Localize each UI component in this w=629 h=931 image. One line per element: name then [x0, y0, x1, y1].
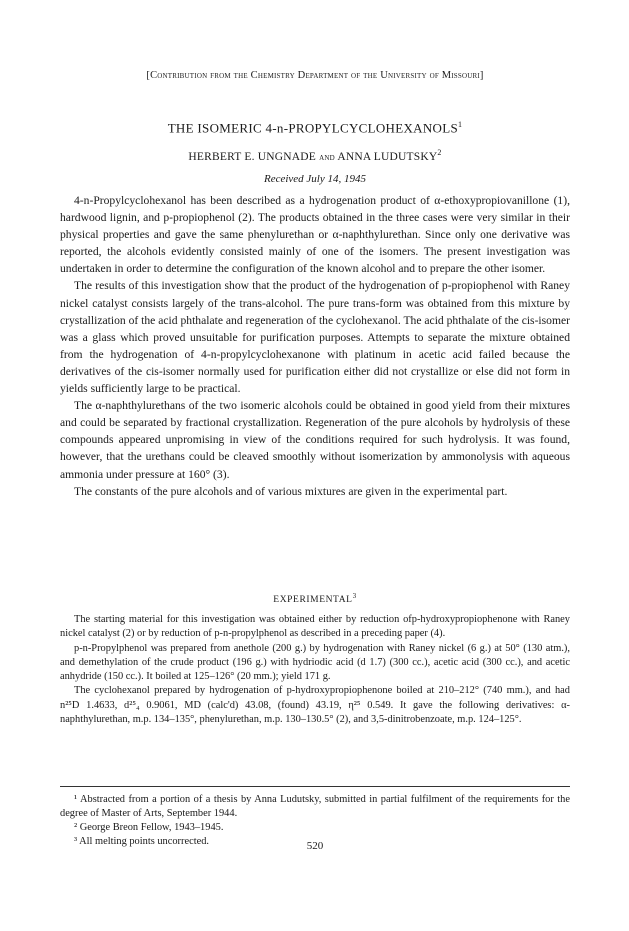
- author-footnote-marker: 2: [437, 148, 442, 157]
- page-number: 520: [306, 840, 324, 852]
- experimental-heading: EXPERIMENTAL$^3$: [273, 592, 357, 606]
- experimental-footnote-marker: 3: [352, 592, 357, 600]
- footnote-2: ² George Breon Fellow, 1943–1945.: [74, 822, 224, 833]
- received-date: Received July 14, 1945: [263, 173, 366, 185]
- body-paragraph-1: 4-n-Propylcyclohexanol has been described as a hydrogenation product of α-ethoxypropiovanillone (1), hardwood lignin, and p-propiophenol (2). The products obtained in the three cases were very similar in their physical properties and gave the same phenylurethan or α-naphthylurethan. Since only one derivative was reported, the alcohols evidently consisted mainly of one of the isomers. The present investigation was undertaken in order to determine the configuration of the known alcohol and to prepare the other isomer.: [60, 194, 570, 276]
- author-line: [60, 148, 570, 163]
- title-footnote-marker: 1: [458, 120, 463, 129]
- body-paragraph-4: The constants of the pure alcohols and of various mixtures are given in the experimental part.: [74, 484, 508, 498]
- footnote-3: ³ All melting points uncorrected.: [74, 836, 209, 847]
- body-paragraph-3: The α-naphthylurethans of the two isomeric alcohols could be obtained in good yield from their mixtures and could be separated by fractional crystallization. Regeneration of the pure alcohols by hydrolysis of these compounds appeared unpromising in view of the conditions required for such hydrolysis. It was found, however, that the urethans could be cleaved smoothly without isomerization by ammonolysis with aqueous ammonia under pressure at 160° (3).: [60, 399, 570, 481]
- contribution-text: Contribution from the Chemistry Department of the University of Missouri: [150, 70, 480, 81]
- body-paragraph-2: The results of this investigation show that the product of the hydrogenation of p-propiophenol with Raney nickel catalyst consists largely of the trans-alcohol. The pure trans-form was obtained from this mixture by crystallization of the acid phthalate and regeneration of the cyclohexanol. The acid phthalate of the cis-isomer was a glass which proved unsuitable for purification purposes. Attempts to separate the mixture obtained from the hydrogenation of 4-n-propylcyclohexanone with platinum in acetic acid failed because the derivatives of the cis-isomer normally used for purification either did not crystallize or else did not form in yields sufficiently large to be practical.: [60, 279, 570, 396]
- experimental-paragraph-1: The starting material for this investigation was obtained either by reduction ofp-hydroxypropiophenone with Raney nickel catalyst (2) or by reduction of p-n-propylphenol as described in a preceding paper (4).: [60, 614, 570, 640]
- author-conjunction: and: [319, 152, 335, 163]
- author-ungnade: HERBERT E. UNGNADE: [188, 150, 317, 163]
- experimental-paragraph-2: p-n-Propylphenol was prepared from anethole (200 g.) by hydrogenation with Raney nickel (6 g.) at 50° (130 atm.), and demethylation of the crude product (196 g.) with hydriodic acid (d 1.7) (300 cc.), acetic acid (300 cc.), and acetic anhydride (150 cc.). It boiled at 125–126° (20 mm.); yield 171 g.: [60, 642, 570, 683]
- footnote-1: ¹ Abstracted from a portion of a thesis by Anna Ludutsky, submitted in partial fulfilment of the requirements for the degree of Master of Arts, September 1944.: [60, 794, 570, 819]
- author-ludutsky: ANNA LUDUTSKY: [337, 150, 438, 163]
- experimental-text: [60, 613, 570, 727]
- article-title: THE ISOMERIC 4-n-PROPYLCYCLOHEXANOLS$^1$: [167, 120, 463, 136]
- body-text: [60, 192, 570, 500]
- contribution-header: [Contribution from the Chemistry Department of the University of Missouri]: [146, 70, 484, 81]
- experimental-paragraph-3: The cyclohexanol prepared by hydrogenation of p-hydroxypropiophenone boiled at 210–212° (740 mm.), and had n²⁵D 1.4633, d²⁵₄ 0.9061, MD (calc'd) 43.08, (found) 43.19, η²⁵ 0.549. It gave the following derivatives: α-naphthylurethan, m.p. 134–135°, phenylurethan, m.p. 130–130.5° (2), and 3,5-dinitrobenzoate, m.p. 124–125°.: [60, 685, 570, 726]
- footnote-divider: [60, 786, 570, 787]
